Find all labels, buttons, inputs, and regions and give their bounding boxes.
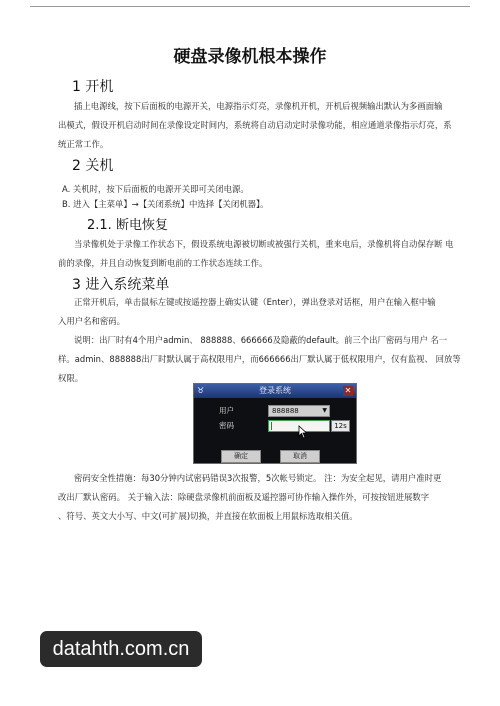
text-line: 权限。 <box>58 373 84 383</box>
user-label: 用户 <box>219 406 234 415</box>
watermark: datahth.com.cn <box>40 631 202 667</box>
section-2-heading: 2 关机 <box>72 158 114 174</box>
text-line: 插上电源线，按下后面板的电源开关，电源指示灯亮，录像机开机，开机后视频输出默认为多画面输 <box>74 101 443 111</box>
close-icon[interactable]: ✕ <box>344 386 352 395</box>
page-title: 硬盘录像机根本操作 <box>173 47 327 67</box>
top-rule <box>30 6 470 7</box>
section-3-paragraph-2 <box>58 331 470 388</box>
ok-button[interactable]: 确定 <box>221 450 261 463</box>
section-3-paragraph-1 <box>58 293 470 331</box>
section-3-paragraph-3 <box>58 469 470 526</box>
text-caret <box>271 422 272 430</box>
user-select[interactable] <box>268 405 330 417</box>
text-line: 正常开机后，单击鼠标左键或按遥控器上确实认键（Enter），弹出登录对话框，用户在输入框中输 <box>74 297 436 307</box>
section-2-1-heading: 2.1. 断电恢复 <box>87 218 168 233</box>
section-3-heading: 3 进入系统菜单 <box>72 277 170 293</box>
section-1-paragraph <box>58 97 470 154</box>
section-1-heading: 1 开机 <box>72 79 114 95</box>
text-line: 样。admin、888888出厂时默认属于高权限用户，而666666出厂默认属于低权限用户，仅有监视、 回放等 <box>58 354 461 364</box>
password-label: 密码 <box>219 421 234 430</box>
user-select-value: 888888 <box>272 407 299 415</box>
input-method-button[interactable]: 12s <box>331 420 350 432</box>
cancel-button[interactable]: 取消 <box>280 450 320 463</box>
chevron-down-icon: ▼ <box>322 407 327 414</box>
mouse-pointer-icon <box>298 425 310 439</box>
text-line: 前的录像，并且自动恢复到断电前的工作状态连续工作。 <box>58 258 268 268</box>
text-line: 说明：出厂时有4个用户admin、 888888、666666及隐蔽的default。前三个出厂密码与用户 名一 <box>74 335 448 345</box>
login-dialog <box>193 383 357 464</box>
text-line: 密码安全性措施：每30分钟内试密码错误3次报警，5次帐号锁定。 注：为安全起见，请用户准时更 <box>74 473 442 483</box>
list-item-b: B. 进入【主菜单】→【关闭系统】中选择【关闭机器】。 <box>62 199 269 209</box>
text-line: 当录像机处于录像工作状态下，假设系统电源被切断或被强行关机，重来电后，录像机将自动保存断 电 <box>74 239 454 249</box>
text-line: 统正常工作。 <box>58 139 109 149</box>
list-item-a: A. 关机时，按下后面板的电源开关即可关闭电源。 <box>62 184 249 194</box>
text-line: 改出厂默认密码。 关于输入法：除硬盘录像机前面板及遥控器可协作输入操作外，可按按钮进展数字 <box>58 492 430 502</box>
text-line: 、符号、英文大小写、中文(可扩展)切换，并直接在软面板上用鼠标选取相关值。 <box>58 511 358 521</box>
section-2-1-paragraph <box>58 235 470 273</box>
text-line: 出模式，假设开机启动时间在录像设定时间内，系统将自动启动定时录像功能，相应通道录像指示灯亮，系 <box>58 120 452 130</box>
dialog-title: 登录系统 <box>259 386 291 395</box>
app-logo-icon: ♉ <box>197 386 205 395</box>
text-line: 入用户名和密码。 <box>58 316 125 326</box>
